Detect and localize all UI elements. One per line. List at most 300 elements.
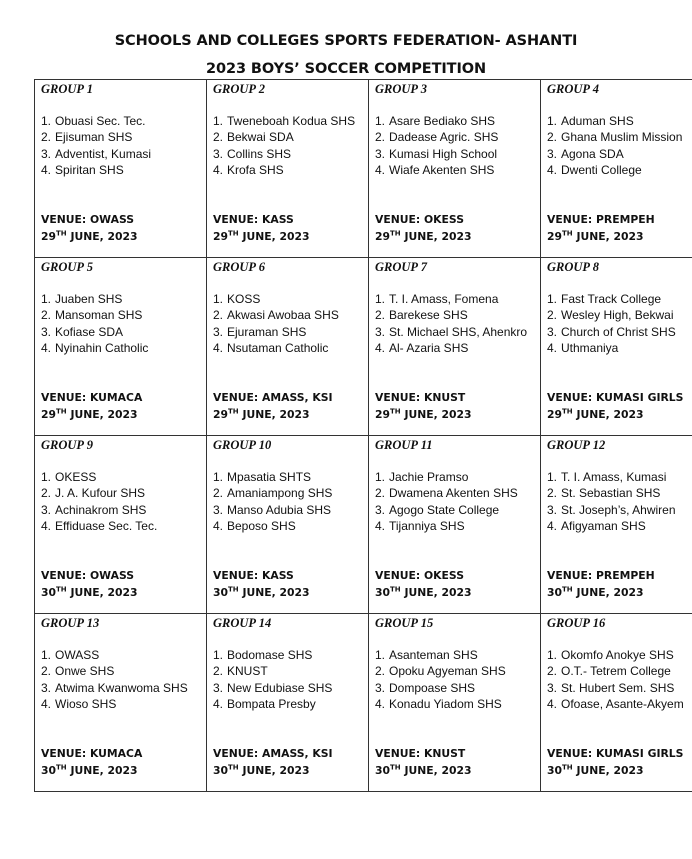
team-list [547,113,682,178]
team-number: 1. [375,470,386,484]
venue-block [41,389,142,423]
date-suffix: TH [390,229,401,238]
match-date [213,762,333,779]
list-item [41,502,157,518]
team-name: Nyinahin Catholic [55,340,149,355]
table-row [35,80,692,258]
list-item [213,340,339,356]
team-number: 2. [41,486,52,501]
list-item [213,324,339,340]
date-day: 29 [213,408,229,421]
date-day: 29 [547,230,563,243]
date-month-year: JUNE, 2023 [404,408,472,421]
group-title: GROUP 11 [375,438,433,452]
team-number: 3. [547,146,558,161]
group-card [35,258,206,435]
team-number: 2. [547,308,558,323]
team-number: 3. [213,324,224,339]
date-day: 30 [375,764,391,777]
venue-label: VENUE: OWASS [41,569,135,582]
list-item [213,696,332,712]
team-name: Kumasi High School [389,146,498,161]
team-name: Fast Track College [561,292,662,306]
group-card [207,436,368,613]
list-item [375,146,498,162]
group-title: GROUP 15 [375,616,434,630]
date-month-year: JUNE, 2023 [70,408,138,421]
list-item [547,469,676,485]
venue-label: VENUE: OKESS [375,569,464,582]
venue-label: VENUE: KASS [213,213,294,226]
list-item [213,469,332,485]
team-name: Juaben SHS [55,292,123,306]
group-title: GROUP 10 [213,438,272,452]
list-item [213,518,332,534]
match-date [547,228,655,245]
team-number: 4. [547,162,558,177]
date-day: 30 [547,764,563,777]
date-suffix: TH [228,407,239,416]
group-cell [207,80,369,258]
list-item [375,129,498,145]
list-item [41,680,188,696]
team-name: Wioso SHS [55,696,117,711]
group-card [35,436,206,613]
venue-block [375,389,472,423]
list-item [213,307,339,323]
team-name: Ofoase, Asante-Akyem [561,696,684,711]
list-item [375,696,506,712]
team-number: 4. [41,518,52,533]
match-date [375,584,472,601]
date-suffix: TH [56,585,67,594]
team-name: New Edubiase SHS [227,680,333,695]
date-suffix: TH [228,763,239,772]
date-suffix: TH [562,585,573,594]
date-month-year: JUNE, 2023 [70,764,138,777]
team-name: Agona SDA [561,146,624,161]
team-name: KOSS [227,292,261,306]
team-number: 1. [41,470,52,484]
team-list [375,647,506,712]
list-item [41,113,151,129]
list-item [375,469,518,485]
date-day: 29 [41,408,57,421]
list-item [213,663,332,679]
team-number: 1. [547,470,558,484]
match-date [547,584,655,601]
date-suffix: TH [56,407,67,416]
list-item [375,307,527,323]
date-day: 30 [547,586,563,599]
list-item [41,663,188,679]
date-suffix: TH [562,407,573,416]
date-suffix: TH [390,763,401,772]
venue-label: VENUE: KUMACA [41,391,143,404]
list-item [41,696,188,712]
team-number: 2. [213,664,224,679]
group-title: GROUP 4 [547,82,599,96]
team-list [547,469,676,534]
team-name: Bompata Presby [227,696,316,711]
date-day: 29 [375,230,391,243]
group-title: GROUP 2 [213,82,265,96]
team-name: T. I. Amass, Fomena [389,292,499,306]
team-number: 2. [213,130,224,145]
team-number: 4. [375,162,386,177]
date-month-year: JUNE, 2023 [242,230,310,243]
team-name: Wiafe Akenten SHS [389,162,495,177]
team-number: 2. [375,486,386,501]
team-name: Manso Adubia SHS [227,502,332,517]
match-date [41,762,142,779]
list-item [41,146,151,162]
group-cell [207,258,369,436]
venue-label: VENUE: OWASS [41,213,135,226]
match-date [41,584,138,601]
team-name: Atwima Kwanwoma SHS [55,680,188,695]
team-number: 2. [375,308,386,323]
team-number: 2. [213,486,224,501]
venue-label: VENUE: PREMPEH [547,213,655,226]
team-name: OKESS [55,470,97,484]
team-number: 4. [375,696,386,711]
group-title: GROUP 5 [41,260,93,274]
team-name: Agogo State College [389,502,500,517]
group-card [369,614,540,791]
team-name: Mansoman SHS [55,308,143,323]
team-number: 4. [41,340,52,355]
team-number: 1. [213,470,224,484]
date-month-year: JUNE, 2023 [404,230,472,243]
team-number: 1. [547,648,558,662]
list-item [547,485,676,501]
group-title: GROUP 3 [375,82,427,96]
group-cell [207,436,369,614]
group-card [541,436,692,613]
team-name: Church of Christ SHS [561,324,676,339]
group-title: GROUP 13 [41,616,100,630]
list-item [547,146,682,162]
venue-block [213,389,333,423]
date-suffix: TH [562,763,573,772]
list-item [547,162,682,178]
team-name: Dompoase SHS [389,680,476,695]
date-day: 30 [375,586,391,599]
list-item [213,113,355,129]
team-name: Dwenti College [561,162,642,177]
list-item [375,340,527,356]
group-cell [369,436,541,614]
group-title: GROUP 9 [41,438,93,452]
venue-label: VENUE: OKESS [375,213,464,226]
team-number: 1. [213,648,224,662]
list-item [213,162,355,178]
team-number: 2. [213,308,224,323]
venue-block [375,745,472,779]
venue-block [375,211,472,245]
match-date [213,228,310,245]
team-number: 2. [547,130,558,145]
team-name: Achinakrom SHS [55,502,147,517]
date-day: 29 [41,230,57,243]
date-suffix: TH [390,407,401,416]
group-card [207,258,368,435]
group-card [207,614,368,791]
match-date [375,762,472,779]
team-name: KNUST [227,664,268,679]
team-number: 2. [375,130,386,145]
group-cell [541,614,692,792]
group-cell [35,80,207,258]
list-item [547,663,684,679]
date-day: 29 [375,408,391,421]
group-cell [207,614,369,792]
team-number: 1. [547,114,558,128]
team-name: Collins SHS [227,146,292,161]
team-name: St. Michael SHS, Ahenkro [389,324,528,339]
team-list [213,469,332,534]
date-month-year: JUNE, 2023 [576,408,644,421]
group-title: GROUP 16 [547,616,606,630]
team-number: 2. [41,664,52,679]
team-name: Okomfo Anokye SHS [561,648,674,662]
date-suffix: TH [56,763,67,772]
date-suffix: TH [390,585,401,594]
team-number: 3. [375,680,386,695]
date-month-year: JUNE, 2023 [576,764,644,777]
team-name: Nsutaman Catholic [227,340,329,355]
team-name: St. Joseph’s, Ahwiren [561,502,676,517]
venue-label: VENUE: KUMACA [41,747,143,760]
list-item [375,680,506,696]
group-card [369,436,540,613]
list-item [41,162,151,178]
list-item [41,324,148,340]
team-list [213,647,332,712]
team-number: 4. [547,696,558,711]
group-cell [35,614,207,792]
list-item [41,129,151,145]
venue-label: VENUE: AMASS, KSI [213,391,333,404]
team-name: Mpasatia SHTS [227,470,312,484]
team-name: Onwe SHS [55,664,115,679]
venue-label: VENUE: KUMASI GIRLS [547,747,684,760]
document-subtitle: 2023 BOYS’ SOCCER COMPETITION [206,61,486,77]
venue-label: VENUE: KASS [213,569,294,582]
team-name: Dwamena Akenten SHS [389,486,518,501]
team-number: 4. [547,340,558,355]
group-card [35,80,206,257]
list-item [547,324,676,340]
list-item [375,485,518,501]
team-list [41,469,157,534]
list-item [41,340,148,356]
team-list [375,469,518,534]
table-row [35,436,692,614]
list-item [547,647,684,663]
team-number: 3. [41,324,52,339]
team-number: 2. [547,664,558,679]
team-number: 1. [547,292,558,306]
team-name: Obuasi Sec. Tec. [55,114,146,128]
match-date [41,228,138,245]
match-date [547,406,683,423]
team-name: Tijanniya SHS [389,518,465,533]
group-card [541,258,692,435]
team-name: Adventist, Kumasi [55,146,152,161]
list-item [547,307,676,323]
groups-table [34,79,692,792]
team-name: Ejisuman SHS [55,130,133,145]
group-title: GROUP 14 [213,616,272,630]
list-item [375,518,518,534]
venue-label: VENUE: PREMPEH [547,569,655,582]
team-name: Jachie Pramso [389,470,469,484]
team-number: 2. [41,308,52,323]
group-title: GROUP 7 [375,260,427,274]
group-cell [369,80,541,258]
date-month-year: JUNE, 2023 [576,230,644,243]
date-suffix: TH [562,229,573,238]
team-number: 4. [41,696,52,711]
date-day: 30 [41,764,57,777]
date-month-year: JUNE, 2023 [70,586,138,599]
venue-block [41,745,142,779]
team-number: 3. [41,680,52,695]
team-name: Ghana Muslim Mission [561,130,683,145]
group-card [207,80,368,257]
list-item [213,129,355,145]
group-cell [369,614,541,792]
team-name: Uthmaniya [561,340,619,355]
team-name: Al- Azaria SHS [389,340,469,355]
group-title: GROUP 12 [547,438,606,452]
date-month-year: JUNE, 2023 [242,586,310,599]
group-title: GROUP 1 [41,82,93,96]
team-number: 4. [375,518,386,533]
team-number: 1. [375,648,386,662]
group-cell [369,258,541,436]
team-name: Konadu Yiadom SHS [389,696,502,711]
list-item [213,146,355,162]
team-number: 1. [375,114,386,128]
date-day: 30 [213,586,229,599]
list-item [547,518,676,534]
team-name: Spiritan SHS [55,162,124,177]
table-row [35,614,692,792]
team-name: Barekese SHS [389,308,468,323]
team-list [41,647,188,712]
team-name: Asanteman SHS [389,648,478,662]
date-day: 29 [547,408,563,421]
team-name: OWASS [55,648,100,662]
list-item [547,502,676,518]
match-date [547,762,683,779]
group-card [369,258,540,435]
team-number: 3. [213,146,224,161]
group-card [541,80,692,257]
group-title: GROUP 8 [547,260,599,274]
team-number: 3. [213,680,224,695]
group-card [369,80,540,257]
team-number: 1. [41,292,52,306]
team-list [41,291,148,356]
team-number: 2. [375,664,386,679]
list-item [213,485,332,501]
date-month-year: JUNE, 2023 [404,586,472,599]
list-item [213,647,332,663]
group-cell [35,258,207,436]
date-suffix: TH [56,229,67,238]
group-title: GROUP 6 [213,260,265,274]
list-item [547,113,682,129]
group-card [35,614,206,791]
list-item [375,162,498,178]
list-item [213,680,332,696]
team-list [213,291,339,356]
venue-block [547,745,683,779]
list-item [213,291,339,307]
list-item [375,291,527,307]
team-number: 3. [213,502,224,517]
match-date [213,584,310,601]
date-suffix: TH [228,585,239,594]
group-cell [541,80,692,258]
list-item [41,647,188,663]
team-number: 2. [547,486,558,501]
team-number: 4. [213,518,224,533]
date-month-year: JUNE, 2023 [70,230,138,243]
match-date [41,406,142,423]
date-day: 30 [213,764,229,777]
venue-block [375,567,472,601]
team-number: 4. [547,518,558,533]
team-number: 1. [213,114,224,128]
date-month-year: JUNE, 2023 [404,764,472,777]
list-item [375,647,506,663]
team-number: 2. [41,130,52,145]
match-date [375,406,472,423]
team-number: 4. [375,340,386,355]
venue-block [213,745,333,779]
match-date [375,228,472,245]
team-name: Amaniampong SHS [227,486,333,501]
date-day: 30 [41,586,57,599]
venue-block [213,211,310,245]
team-name: Dadease Agric. SHS [389,130,499,145]
team-name: Effiduase Sec. Tec. [55,518,158,533]
date-month-year: JUNE, 2023 [242,764,310,777]
venue-block [547,567,655,601]
list-item [547,129,682,145]
list-item [375,663,506,679]
team-number: 3. [41,502,52,517]
team-name: Afigyaman SHS [561,518,646,533]
list-item [547,291,676,307]
match-date [213,406,333,423]
list-item [375,324,527,340]
list-item [41,469,157,485]
list-item [213,502,332,518]
list-item [375,113,498,129]
team-list [375,113,498,178]
date-day: 29 [213,230,229,243]
team-list [41,113,151,178]
group-card [541,614,692,791]
team-number: 3. [547,680,558,695]
list-item [547,340,676,356]
